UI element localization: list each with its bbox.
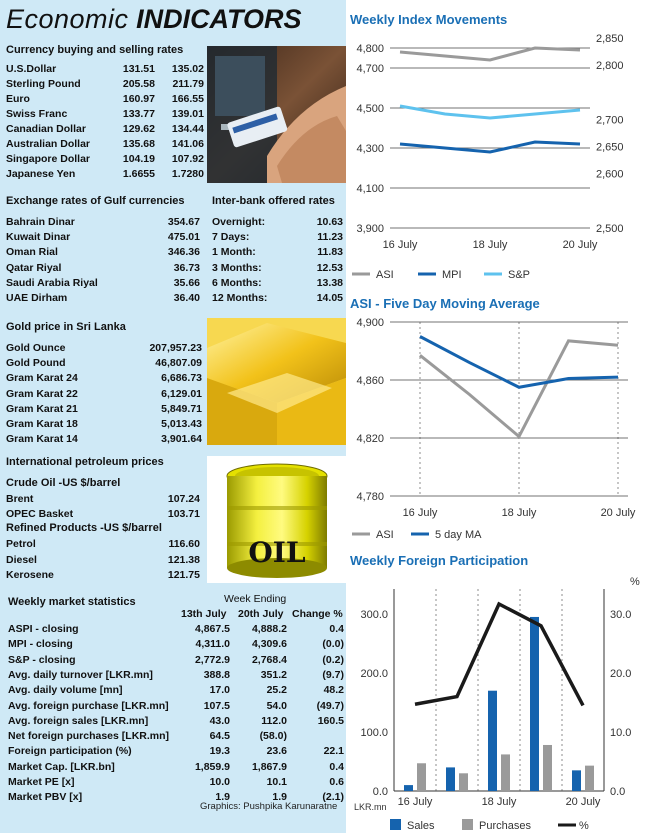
row-value: 5,013.43 — [161, 418, 202, 430]
row-label: Australian Dollar — [6, 138, 91, 150]
row-value: 1.9 — [215, 791, 230, 804]
legend-label: Sales — [407, 820, 435, 832]
bar-purchases — [417, 763, 426, 791]
market-row — [8, 653, 344, 668]
currency-row — [6, 77, 204, 92]
market-row — [8, 760, 344, 775]
currency-row — [6, 92, 204, 107]
chart2-title: ASI - Five Day Moving Average — [350, 296, 540, 311]
row-value: (49.7) — [316, 699, 344, 712]
row-label: Avg. foreign purchase [LKR.mn] — [8, 699, 169, 712]
right-tick-label: 2,850 — [596, 33, 624, 45]
bar-purchases — [543, 745, 552, 791]
row-label: Euro — [6, 93, 30, 105]
legend-label: ASI — [376, 529, 394, 541]
bar-purchases — [585, 766, 594, 791]
refined-row — [6, 568, 200, 583]
market-heading: Weekly market statistics — [8, 596, 136, 608]
row-label: ASPI - closing — [8, 623, 79, 635]
row-value: 135.68 — [122, 138, 155, 150]
row-value: 12.53 — [316, 261, 343, 274]
legend-label: MPI — [442, 269, 462, 281]
row-value: 10.0 — [209, 776, 230, 788]
row-value: 0.4 — [329, 760, 344, 773]
row-label: 3 Months: — [212, 261, 262, 274]
row-value: 207,957.23 — [149, 342, 202, 354]
y-tick-label: 4,300 — [356, 143, 384, 155]
row-value: 1.6655 — [122, 168, 155, 180]
crude-row — [6, 507, 200, 522]
crude-heading: Crude Oil -US $/barrel — [6, 477, 121, 489]
row-value: 4,309.6 — [251, 638, 287, 651]
title-light: Economic — [6, 4, 129, 34]
row-value: 346.36 — [167, 246, 200, 259]
row-value: 19.3 — [209, 745, 230, 758]
row-label: Gram Karat 21 — [6, 402, 78, 415]
foreign-participation-chart — [346, 571, 641, 833]
row-value: 1.7280 — [171, 168, 204, 180]
row-label: Singapore Dollar — [6, 153, 91, 165]
col1-header: 13th July — [181, 608, 227, 620]
row-value: 11.23 — [317, 231, 343, 244]
right-tick-label: 2,650 — [596, 141, 624, 154]
gulf-row — [6, 276, 200, 291]
refined-row — [6, 537, 200, 552]
row-value: 104.19 — [122, 153, 155, 165]
legend-label: S&P — [508, 269, 531, 281]
row-value: 3,901.64 — [161, 433, 202, 446]
right-tick-label: 2,600 — [596, 168, 624, 181]
legend-label: 5 day MA — [435, 529, 482, 541]
moving-average-chart — [346, 312, 641, 547]
row-label: Kerosene — [6, 569, 54, 581]
row-value: 2,768.4 — [251, 653, 287, 666]
right-tick-label: 0.0 — [610, 786, 626, 798]
row-value: 11.83 — [317, 246, 343, 259]
row-value: (0.2) — [322, 653, 344, 666]
gulf-row — [6, 261, 200, 276]
bar-purchases — [501, 754, 510, 791]
legend-label: % — [579, 820, 589, 832]
row-value: 211.79 — [172, 78, 204, 90]
x-tick-label: 16 July — [382, 239, 418, 251]
x-tick-label: 18 July — [472, 239, 508, 251]
row-label: Petrol — [6, 538, 36, 550]
week-ending-label — [224, 592, 286, 607]
legend-swatch — [462, 819, 473, 830]
x-tick-label: 20 July — [562, 239, 598, 251]
currency-row — [6, 62, 204, 77]
row-value: 43.0 — [209, 714, 230, 727]
row-label: Sterling Pound — [6, 78, 81, 90]
row-value: 13.38 — [316, 276, 343, 289]
gold-row — [6, 387, 202, 402]
row-value: 134.44 — [171, 123, 204, 135]
title-bold: INDICATORS — [136, 4, 302, 34]
row-label: Market PE [x] — [8, 776, 75, 788]
bar-purchases — [459, 773, 468, 791]
x-tick-label: 18 July — [481, 796, 517, 808]
col3-header: Change % — [292, 608, 343, 620]
right-tick-label: 10.0 — [610, 727, 632, 739]
row-value: 46,807.09 — [155, 357, 202, 370]
right-tick-label: 2,800 — [596, 60, 624, 73]
row-value: 36.40 — [173, 292, 200, 304]
row-value: 5,849.71 — [161, 402, 202, 415]
row-label: U.S.Dollar — [6, 63, 57, 75]
row-value: 1,859.9 — [194, 760, 230, 773]
row-value: 48.2 — [323, 684, 344, 697]
gulf-row — [6, 291, 200, 306]
gold-bars-photo — [207, 318, 346, 445]
currency-row — [6, 122, 204, 137]
interbank-row — [212, 261, 343, 276]
row-label: Brent — [6, 493, 34, 505]
row-label: 12 Months: — [212, 292, 268, 304]
graphics-credit: Graphics: Pushpika Karunaratne — [200, 801, 338, 812]
y-tick-label: 4,820 — [356, 433, 384, 445]
series-line-asi — [400, 48, 580, 60]
row-label: Gold Ounce — [6, 342, 66, 354]
gold-row — [6, 402, 202, 417]
x-tick-label: 20 July — [565, 796, 601, 808]
right-tick-label: 30.0 — [610, 609, 632, 621]
row-value: 14.05 — [316, 292, 343, 304]
currency-row — [6, 167, 204, 182]
gold-row — [6, 432, 202, 447]
row-value: 160.97 — [122, 93, 155, 105]
market-row — [8, 714, 344, 729]
row-label: Market Cap. [LKR.bn] — [8, 760, 115, 773]
chart1-title: Weekly Index Movements — [350, 12, 508, 27]
gulf-row — [6, 245, 200, 260]
col2-header: 20th July — [238, 608, 284, 620]
row-value: 6,129.01 — [161, 387, 202, 400]
interbank-row — [212, 230, 343, 245]
row-label: Gold Pound — [6, 357, 66, 370]
interbank-row — [212, 276, 343, 291]
series-line-percent — [415, 604, 583, 705]
y-tick-label: 200.0 — [360, 668, 388, 680]
gulf-row — [6, 215, 200, 230]
row-label: 1 Month: — [212, 246, 256, 259]
interbank-heading: Inter-bank offered rates — [212, 195, 335, 207]
market-row — [8, 622, 344, 637]
row-label: MPI - closing — [8, 638, 73, 651]
series-line-mpi — [400, 142, 580, 152]
y-tick-label: 100.0 — [360, 727, 388, 739]
bar-sales — [488, 691, 497, 791]
gold-row — [6, 341, 202, 356]
row-label: Oman Rial — [6, 246, 58, 259]
market-row — [8, 699, 344, 714]
row-value: 17.0 — [209, 684, 230, 697]
row-label: Bahrain Dinar — [6, 216, 75, 228]
row-value: 0.6 — [329, 776, 344, 788]
row-value: 4,311.0 — [195, 638, 230, 651]
market-row — [8, 729, 344, 744]
row-value: 54.0 — [266, 699, 287, 712]
row-value: 64.5 — [209, 730, 230, 743]
x-tick-label: 16 July — [402, 507, 438, 519]
bar-sales — [530, 617, 539, 791]
legend-label: ASI — [376, 269, 394, 281]
row-value: 4,867.5 — [194, 623, 230, 635]
row-value: 160.5 — [317, 714, 344, 727]
row-value: 103.71 — [167, 508, 200, 520]
right-axis-label: % — [630, 576, 640, 588]
bar-sales — [404, 785, 413, 791]
interbank-row — [212, 291, 343, 306]
row-label: Avg. daily turnover [LKR.mn] — [8, 668, 153, 681]
market-row — [8, 683, 344, 698]
row-value: 135.02 — [171, 63, 204, 75]
row-label: S&P - closing — [8, 653, 76, 666]
row-value: 1.9 — [272, 791, 287, 804]
currency-row — [6, 152, 204, 167]
row-value: 166.55 — [171, 93, 204, 105]
right-tick-label: 2,500 — [596, 223, 624, 235]
row-label: OPEC Basket — [6, 508, 74, 520]
lkr-unit-label: LKR.mn — [354, 802, 387, 812]
row-label: Market PBV [x] — [8, 791, 83, 804]
row-value: 121.75 — [167, 569, 200, 581]
legend-label: Purchases — [479, 820, 531, 832]
barrel-label: OIL — [248, 536, 306, 569]
right-tick-label: 2,700 — [596, 114, 624, 127]
row-value: 131.51 — [122, 63, 155, 75]
currency-heading: Currency buying and selling rates — [6, 44, 184, 56]
index-movements-chart — [346, 30, 641, 300]
gold-row — [6, 356, 202, 371]
row-value: 107.5 — [203, 699, 230, 712]
row-value: 6,686.73 — [161, 372, 202, 385]
row-value: 139.01 — [171, 108, 204, 120]
row-value: 133.77 — [122, 108, 155, 120]
row-value: 354.67 — [167, 216, 200, 228]
row-label: Canadian Dollar — [6, 123, 86, 135]
row-value: 10.63 — [316, 216, 343, 228]
row-value: 1,867.9 — [251, 760, 287, 773]
page-title — [6, 4, 302, 35]
x-tick-label: 20 July — [600, 507, 636, 519]
market-row — [8, 744, 344, 759]
week-ending-text: Week Ending — [224, 593, 287, 605]
row-value: 129.62 — [122, 123, 155, 135]
y-tick-label: 4,500 — [356, 103, 384, 115]
gold-row — [6, 371, 202, 386]
row-value: 475.01 — [167, 231, 200, 244]
row-label: Qatar Riyal — [6, 261, 62, 274]
row-value: (0.0) — [322, 638, 344, 651]
row-label: Japanese Yen — [6, 168, 76, 180]
row-value: 107.24 — [167, 493, 200, 505]
row-label: 7 Days: — [212, 231, 250, 244]
row-value: 388.8 — [203, 668, 230, 681]
row-value: 10.1 — [266, 776, 287, 788]
y-tick-label: 4,900 — [356, 317, 384, 329]
y-tick-label: 3,900 — [356, 223, 384, 235]
market-row — [8, 637, 344, 652]
row-value: 2,772.9 — [194, 653, 230, 666]
bar-sales — [572, 770, 581, 791]
y-tick-label: 0.0 — [372, 786, 388, 798]
row-label: Gram Karat 14 — [6, 433, 78, 446]
row-value: 205.58 — [122, 78, 155, 90]
row-label: Swiss Franc — [6, 108, 68, 120]
row-value: (2.1) — [322, 791, 344, 804]
crude-row — [6, 492, 200, 507]
oil-barrel-photo — [207, 456, 346, 583]
row-label: Net foreign purchases [LKR.mn] — [8, 730, 170, 743]
interbank-row — [212, 215, 343, 230]
row-value: 23.6 — [266, 745, 287, 758]
bar-sales — [446, 767, 455, 791]
row-value: (9.7) — [322, 668, 344, 681]
gold-row — [6, 417, 202, 432]
y-tick-label: 4,860 — [356, 375, 384, 387]
currency-row — [6, 107, 204, 122]
row-label: Foreign participation (%) — [8, 745, 132, 758]
refined-row — [6, 553, 200, 568]
row-value: 35.66 — [173, 276, 200, 289]
petroleum-heading: International petroleum prices — [6, 456, 164, 468]
row-value: 116.60 — [168, 538, 200, 550]
row-label: Gram Karat 22 — [6, 387, 78, 400]
row-value: (58.0) — [259, 730, 287, 743]
market-row — [8, 775, 344, 790]
row-value: 4,888.2 — [251, 623, 287, 635]
gulf-heading: Exchange rates of Gulf currencies — [6, 195, 185, 207]
currency-row — [6, 137, 204, 152]
market-row — [8, 668, 344, 683]
x-tick-label: 18 July — [501, 507, 537, 519]
row-value: 107.92 — [171, 153, 204, 165]
row-value: 0.4 — [329, 623, 344, 635]
row-label: Avg. foreign sales [LKR.mn] — [8, 714, 149, 727]
interbank-row — [212, 245, 343, 260]
row-label: 6 Months: — [212, 276, 262, 289]
row-value: 112.0 — [261, 714, 287, 727]
row-value: 141.06 — [171, 138, 204, 150]
y-tick-label: 300.0 — [360, 609, 388, 621]
row-label: Gram Karat 18 — [6, 418, 78, 430]
atm-photo — [207, 46, 346, 183]
gulf-row — [6, 230, 200, 245]
gold-heading: Gold price in Sri Lanka — [6, 321, 126, 333]
row-value: 36.73 — [173, 261, 200, 274]
right-tick-label: 20.0 — [610, 668, 632, 680]
y-tick-label: 4,780 — [356, 491, 384, 503]
legend-swatch — [390, 819, 401, 830]
row-value: 22.1 — [323, 745, 344, 758]
y-tick-label: 4,100 — [356, 183, 384, 195]
chart3-title: Weekly Foreign Participation — [350, 553, 529, 568]
x-tick-label: 16 July — [397, 796, 433, 808]
row-label: Avg. daily volume [mn] — [8, 684, 123, 697]
row-label: UAE Dirham — [6, 292, 68, 304]
row-value: 351.2 — [260, 668, 287, 681]
y-tick-label: 4,800 — [356, 43, 384, 55]
y-tick-label: 4,700 — [356, 63, 384, 75]
refined-heading: Refined Products -US $/barrel — [6, 522, 162, 534]
row-value: 121.38 — [167, 553, 200, 566]
row-label: Overnight: — [212, 216, 266, 228]
row-label: Saudi Arabia Riyal — [6, 276, 98, 289]
row-value: 25.2 — [266, 684, 287, 697]
row-label: Diesel — [6, 553, 37, 566]
row-label: Gram Karat 24 — [6, 372, 78, 385]
row-label: Kuwait Dinar — [6, 231, 71, 244]
